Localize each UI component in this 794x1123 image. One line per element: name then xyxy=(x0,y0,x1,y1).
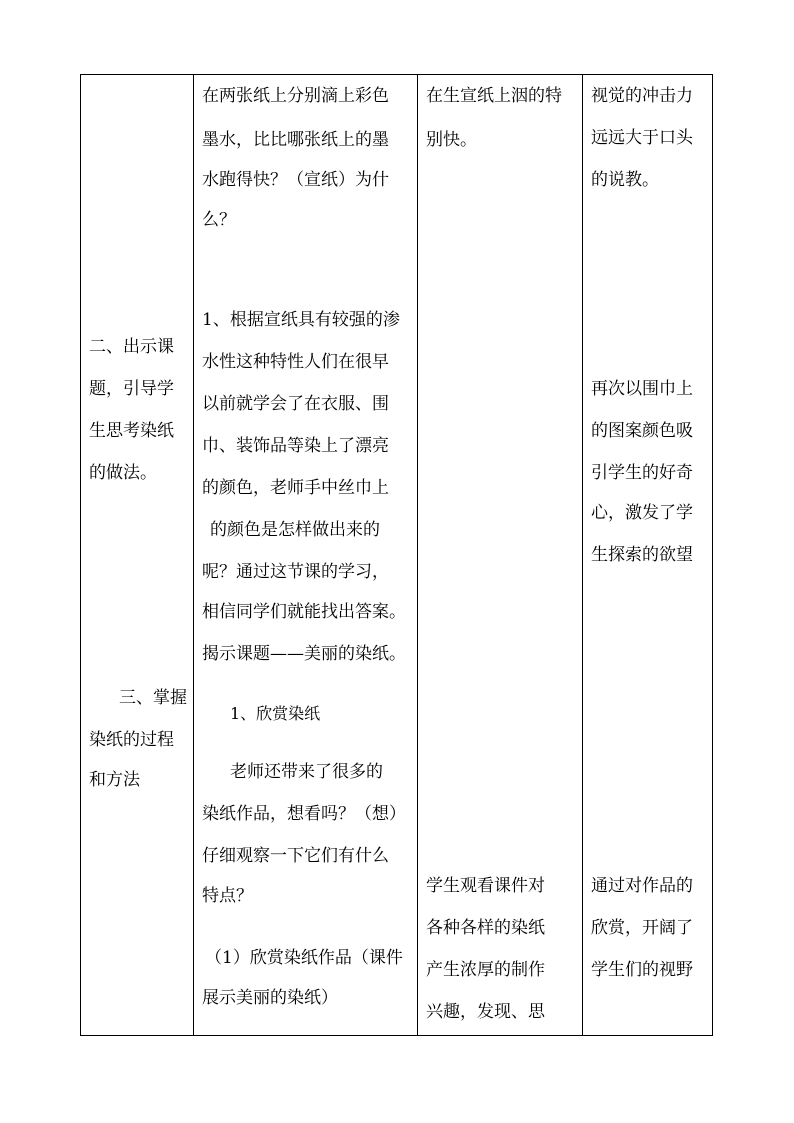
teacher-text: 墨水，比比哪张纸上的墨 xyxy=(202,130,389,150)
column-divider xyxy=(582,74,583,1036)
teacher-text: 在两张纸上分别滴上彩色 xyxy=(202,86,389,106)
teacher-text: 仔细观察一下它们有什么 xyxy=(202,846,389,866)
stage-text: 题，引导学 xyxy=(89,379,174,399)
teacher-text: 呢？通过这节课的学习， xyxy=(202,562,389,582)
teacher-text: 水性这种特性人们在很早 xyxy=(202,352,389,372)
student-text: 在生宣纸上洇的特 xyxy=(426,86,562,106)
section-subheading: 1、欣赏染纸 xyxy=(230,704,321,723)
teacher-text: （1）欣赏染纸作品（课件 xyxy=(205,948,403,968)
stage-text: 染纸的过程 xyxy=(89,730,174,750)
teacher-text: 揭示课题——美丽的染纸。 xyxy=(202,644,406,664)
teacher-text: 以前就学会了在衣服、围 xyxy=(202,394,389,414)
teacher-text: 特点？ xyxy=(202,886,253,906)
intent-text: 远远大于口头 xyxy=(591,128,693,148)
intent-text: 的说教。 xyxy=(591,170,659,190)
student-text: 别快。 xyxy=(426,130,477,150)
stage-text: 二、出示课 xyxy=(89,337,174,357)
teacher-text: 老师还带来了很多的 xyxy=(230,762,383,782)
teacher-text: 相信同学们就能找出答案。 xyxy=(202,602,406,622)
student-text: 学生观看课件对 xyxy=(426,876,545,896)
intent-text: 再次以围巾上 xyxy=(591,379,693,399)
student-text: 各种各样的染纸 xyxy=(426,918,545,938)
column-divider xyxy=(193,74,194,1036)
intent-text: 心，激发了学 xyxy=(591,503,693,523)
stage-text: 和方法 xyxy=(89,770,140,790)
intent-text: 欣赏，开阔了 xyxy=(591,918,693,938)
teacher-text: 水跑得快？（宣纸）为什 xyxy=(202,170,389,190)
stage-text: 生思考染纸 xyxy=(89,421,174,441)
stage-text: 的做法。 xyxy=(89,463,157,483)
teacher-text: 染纸作品，想看吗？（想） xyxy=(202,804,406,824)
teacher-text: 1、根据宣纸具有较强的渗 xyxy=(202,310,400,330)
intent-text: 视觉的冲击力 xyxy=(591,86,693,106)
intent-text: 学生们的视野 xyxy=(591,960,693,980)
intent-text: 生探索的欲望 xyxy=(591,545,693,565)
student-text: 产生浓厚的制作 xyxy=(426,960,545,980)
stage-text: 三、掌握 xyxy=(119,688,187,708)
teacher-text: 巾、装饰品等染上了漂亮 xyxy=(202,436,389,456)
teacher-text: 的颜色，老师手中丝巾上 xyxy=(202,478,389,498)
column-divider xyxy=(417,74,418,1036)
intent-text: 的图案颜色吸 xyxy=(591,421,693,441)
intent-text: 引学生的好奇 xyxy=(591,463,693,483)
student-text: 兴趣，发现、思 xyxy=(426,1002,545,1022)
teacher-text: 的颜色是怎样做出来的 xyxy=(210,520,380,540)
teacher-text: 么？ xyxy=(202,210,236,230)
intent-text: 通过对作品的 xyxy=(591,876,693,896)
teacher-text: 展示美丽的染纸） xyxy=(202,988,338,1008)
